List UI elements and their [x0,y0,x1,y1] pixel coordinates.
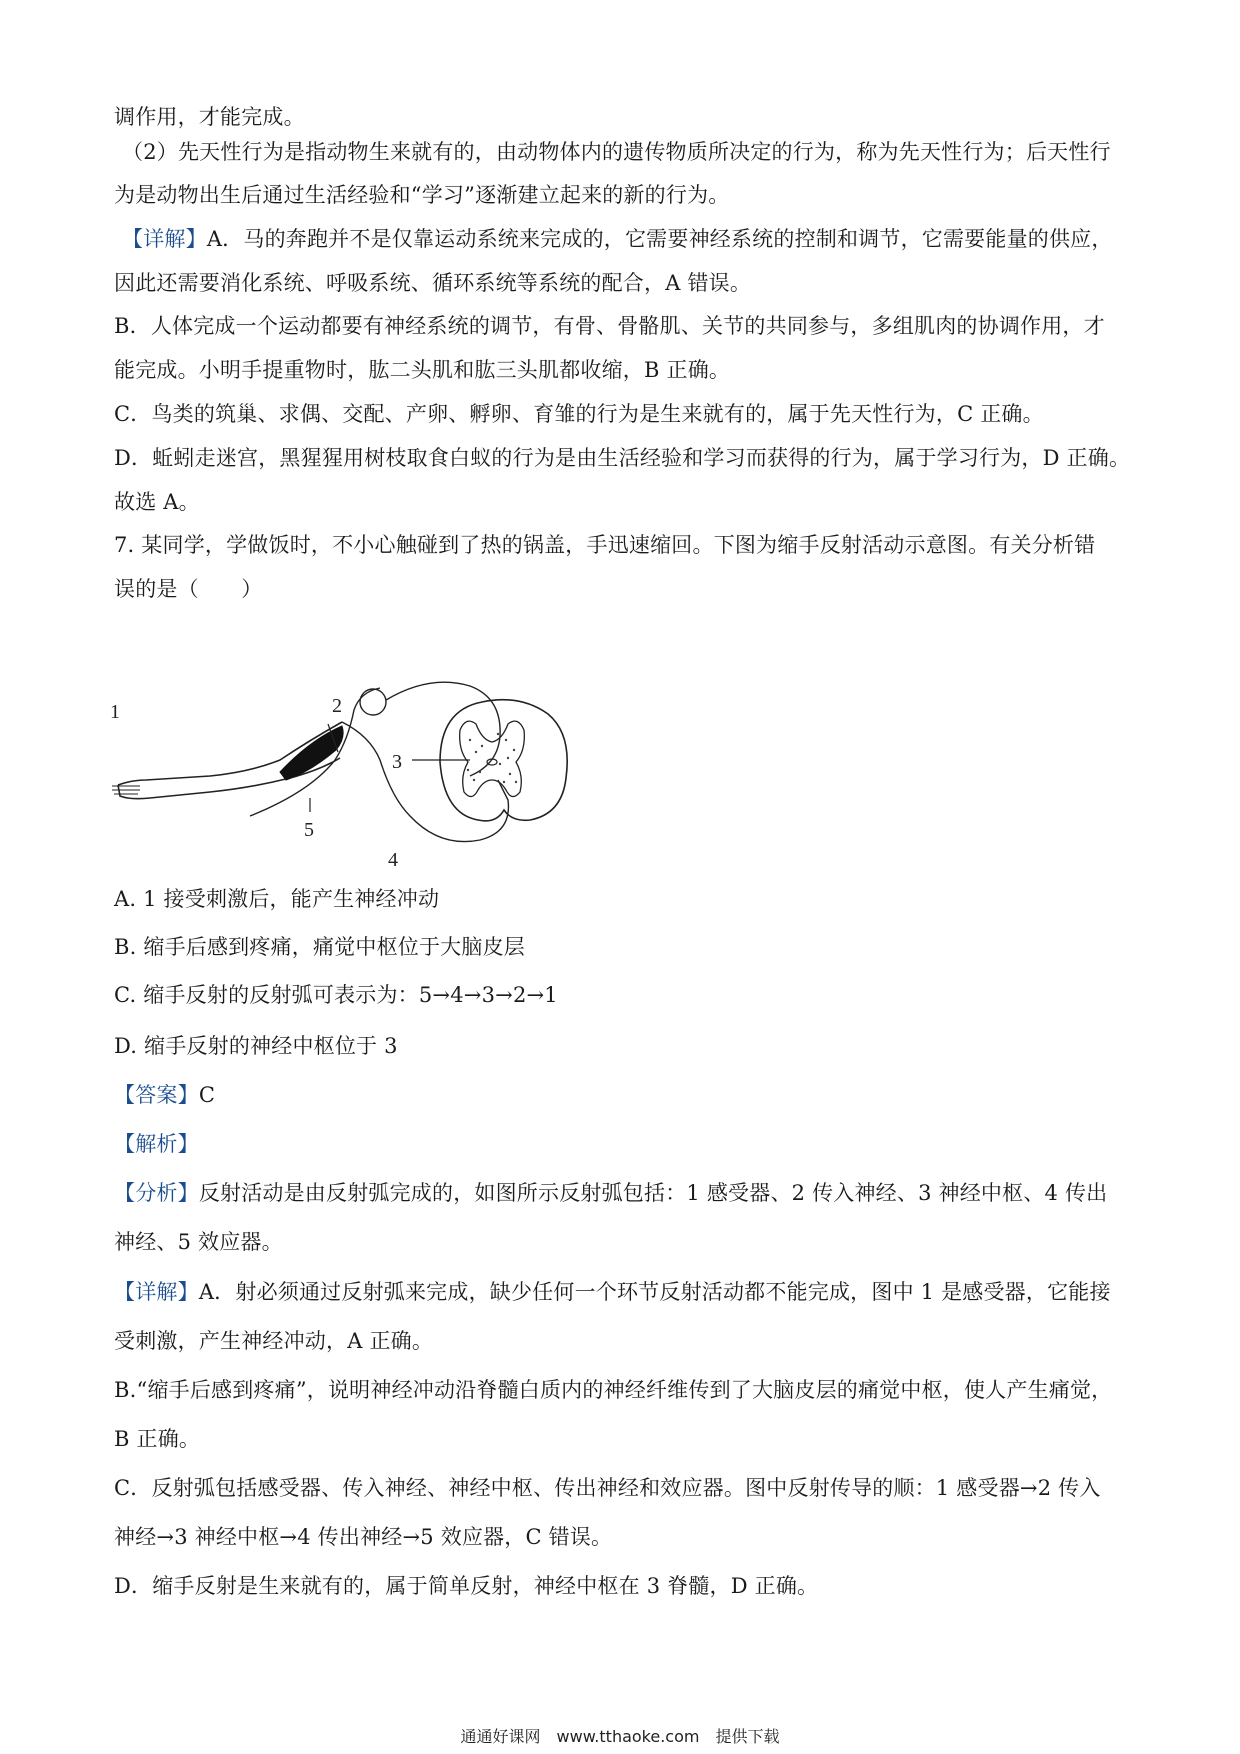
text-line: （2）先天性行为是指动物生来就有的，由动物体内的遗传物质所决定的行为，称为先天性行为；后天性行 [122,140,1111,164]
analysis-line: 神经、5 效应器。 [114,1230,283,1254]
analysis-line: B.“缩手后感到疼痛”，说明神经冲动沿脊髓白质内的神经纤维传到了大脑皮层的痛觉中枢，使人产生痛觉， [114,1378,1113,1402]
text-line: 调作用，才能完成。 [114,105,305,129]
question-stem: 误的是（ ） [114,577,263,601]
text-line: 故选 A。 [114,490,200,514]
answer: 【答案】C [114,1083,216,1107]
label-4: 4 [388,849,398,871]
analysis-line: C．反射弧包括感受器、传入神经、神经中枢、传出神经和效应器。图中反射传导的顺：1 感受器→2 传入 [114,1476,1101,1500]
option-a: A. 1 接受刺激后，能产生神经冲动 [114,887,440,911]
option-d: D. 缩手反射的神经中枢位于 3 [114,1034,398,1058]
analysis-line: 【详解】A．射必须通过反射弧来完成，缺少任何一个环节反射活动都不能完成，图中 1 是感受器，它能接 [114,1280,1111,1304]
footer-source: 通通好课网 www.tthaoke.com 提供下载 [460,1727,780,1746]
text-line: C．鸟类的筑巢、求偶、交配、产卵、孵卵、育雏的行为是生来就有的，属于先天性行为，C 正确。 [114,402,1044,426]
analysis-line: 神经→3 神经中枢→4 传出神经→5 效应器，C 错误。 [114,1525,613,1549]
answer-tag: 【答案】 [114,1083,199,1107]
option-c: C. 缩手反射的反射弧可表示为：5→4→3→2→1 [114,983,558,1007]
label-3: 3 [392,751,402,773]
detail-tag: 【详解】 [122,227,207,251]
analysis-heading: 【解析】 [114,1132,199,1156]
label-1: 1 [110,701,120,723]
reflex-arc-diagram [110,680,650,880]
analysis-line: D．缩手反射是生来就有的，属于简单反射，神经中枢在 3 脊髓，D 正确。 [114,1574,819,1598]
text-line: 为是动物出生后通过生活经验和“学习”逐渐建立起来的新的行为。 [114,183,730,207]
option-b: B. 缩手后感到疼痛，痛觉中枢位于大脑皮层 [114,935,525,959]
text-line: D．蚯蚓走迷宫，黑猩猩用树枝取食白蚁的行为是由生活经验和学习而获得的行为，属于学习行为，D 正确。 [114,446,1131,470]
question-stem: 7. 某同学，学做饭时，不小心触碰到了热的锅盖，手迅速缩回。下图为缩手反射活动示意图。有关分析错 [114,533,1096,557]
text-line: B．人体完成一个运动都要有神经系统的调节，有骨、骨骼肌、关节的共同参与，多组肌肉的协调作用，才 [114,314,1105,338]
analysis-line: B 正确。 [114,1427,201,1451]
text-line: 【详解】A．马的奔跑并不是仅靠运动系统来完成的，它需要神经系统的控制和调节，它需要能量的供应， [122,227,1113,251]
label-5: 5 [304,819,314,841]
analysis-line: 受刺激，产生神经冲动，A 正确。 [114,1329,434,1353]
text-line: 因此还需要消化系统、呼吸系统、循环系统等系统的配合，A 错误。 [114,271,752,295]
text-line: 能完成。小明手提重物时，肱二头肌和肱三头肌都收缩，B 正确。 [114,358,731,382]
label-2: 2 [332,695,342,717]
analysis-line: 【分析】反射活动是由反射弧完成的，如图所示反射弧包括：1 感受器、2 传入神经、3 神经中枢、4 传出 [114,1181,1108,1205]
